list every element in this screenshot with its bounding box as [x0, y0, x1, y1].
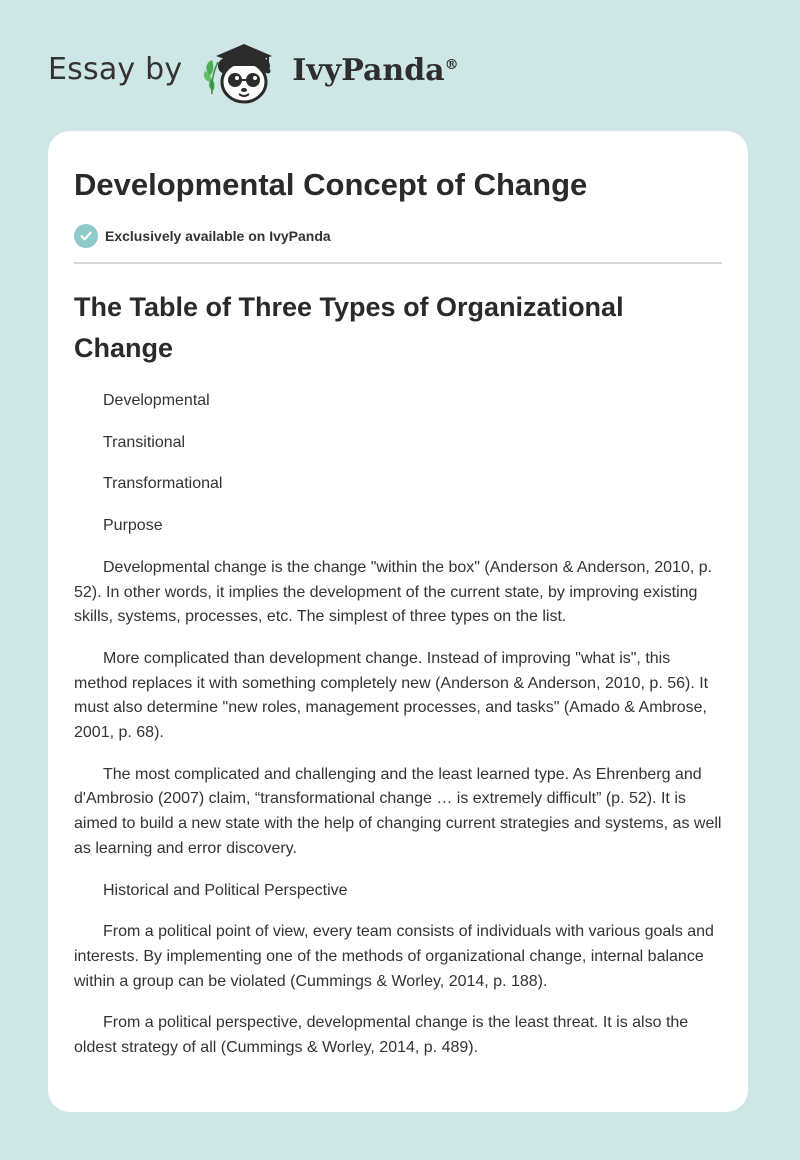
registered-mark: ® — [444, 56, 459, 73]
panda-graduate-mascot-icon — [200, 36, 288, 108]
essay-card — [48, 131, 748, 1112]
paragraph: Developmental — [103, 392, 210, 409]
paragraph: Purpose — [103, 517, 163, 535]
brand-header — [48, 36, 459, 108]
paragraph: More complicated than development change. Instead of improving "what is", this method replaces it with something completely new (Anderson & Anderson, 2010, p. 56). It must also determine "new roles, management processes, and tasks" (Amado & Ambrose, 2001, p. 68). — [74, 649, 709, 742]
brand-prefix: Essay by — [48, 51, 183, 87]
exclusive-label: Exclusively available on IvyPanda — [105, 228, 331, 244]
section-title: The Table of Three Types of Organizational Change — [74, 292, 624, 363]
paragraph: Transitional — [103, 433, 186, 451]
page-title: Developmental Concept of Change — [74, 167, 588, 202]
title-divider — [74, 262, 722, 264]
brand-name-text: IvyPanda — [292, 52, 445, 88]
paragraph: Historical and Political Perspective — [103, 881, 348, 899]
brand-name — [292, 53, 458, 88]
paragraph: From a political point of view, every team consists of individuals with various goals and interests. By implementing one of the methods of organizational change, internal balance within a group can be violated (Cummings & Worley, 2014, p. 188). — [74, 923, 714, 990]
essay-body — [74, 389, 722, 1061]
paragraph: From a political perspective, developmental change is the least threat. It is also the oldest strategy of all (Cummings & Worley, 2014, p. 489). — [74, 1014, 689, 1057]
paragraph: The most complicated and challenging and the least learned type. As Ehrenberg and d'Ambrosio (2007) claim, “transformational change … is extremely difficult” (p. 52). It is aimed to build a new state with the help of changing current strategies and systems, as well as learning and error discovery. — [74, 765, 722, 857]
paragraph: Transformational — [103, 475, 223, 493]
check-circle-icon — [74, 224, 98, 248]
paragraph: Developmental change is the change "within the box" (Anderson & Anderson, 2010, p. 52). In other words, it implies the development of the current state, by improving existing skills, systems, processes, etc. The simplest of three types on the list. — [74, 558, 713, 626]
exclusive-badge — [74, 223, 722, 249]
